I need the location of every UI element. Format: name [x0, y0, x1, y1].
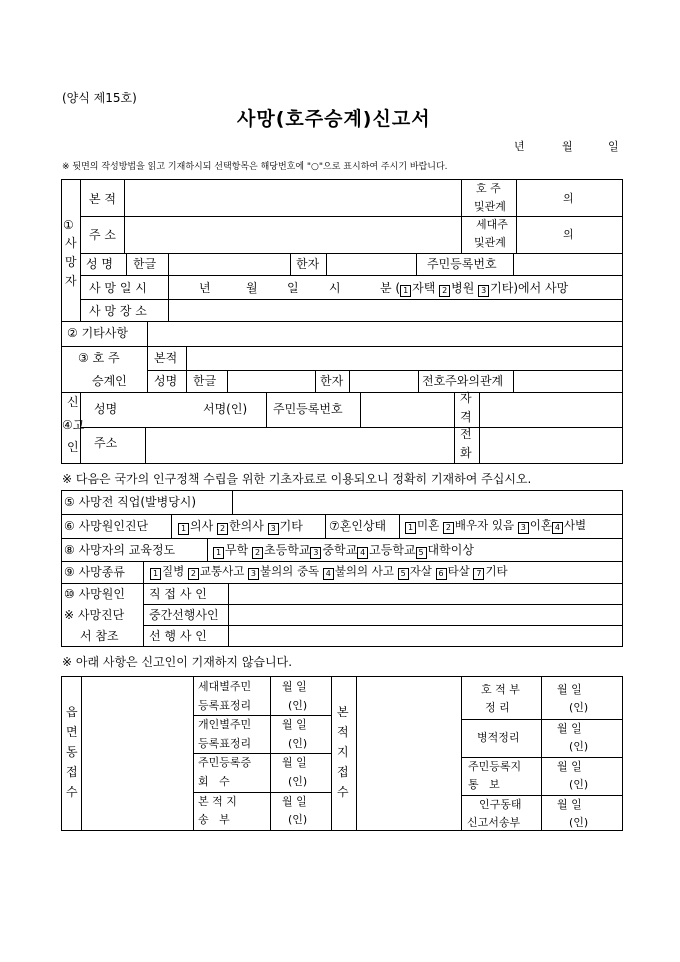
place-option-hospital: 병원	[451, 281, 475, 295]
option-number-box[interactable]: 5	[398, 568, 409, 580]
death-type-other: 기타	[485, 564, 508, 578]
table-line	[61, 392, 623, 393]
deceased-side-label: ①	[63, 218, 74, 232]
seal-label: (인)	[569, 740, 589, 753]
option-number-box[interactable]: 3	[310, 547, 321, 559]
reporter-phone-label: 전	[460, 427, 472, 441]
household-head-label: 및관계	[474, 236, 506, 249]
table-line	[232, 490, 233, 514]
seal-label: (인)	[288, 737, 308, 750]
date-day-label: 일	[608, 140, 619, 153]
form-number: (양식 제15호)	[62, 91, 137, 105]
death-type-traffic: 교통사고	[199, 564, 245, 578]
death-type-disease: 질병	[162, 564, 185, 578]
death-type-accident: 불의의 사고	[334, 564, 395, 578]
deceased-side-label: 사	[65, 236, 77, 250]
reporter-side-label: 신	[67, 395, 79, 409]
death-minute-unit: 분	[380, 281, 392, 295]
death-place-label: 사 망 장 소	[89, 304, 147, 318]
successor-hangul-label: 한글	[193, 374, 217, 388]
month-day-label: 월 일	[557, 722, 582, 735]
seal-label: (인)	[569, 701, 589, 714]
table-border	[61, 676, 623, 677]
table-line	[171, 514, 172, 538]
month-day-label: 월 일	[557, 683, 582, 696]
option-number-box[interactable]: 1	[405, 522, 416, 534]
table-line	[193, 753, 331, 754]
table-line	[461, 179, 462, 253]
table-border	[61, 490, 62, 647]
option-number-box[interactable]: 4	[357, 547, 368, 559]
table-line	[331, 676, 332, 831]
option-number-box[interactable]: 1	[150, 568, 161, 580]
table-border	[61, 676, 62, 831]
table-line	[126, 253, 127, 275]
month-day-label: 월 일	[282, 680, 307, 693]
month-day-label: 월 일	[557, 798, 582, 811]
successor-label: 승계인	[92, 374, 127, 388]
option-number-box[interactable]: 5	[416, 547, 427, 559]
table-border	[622, 490, 623, 647]
name-label: 성 명	[86, 257, 113, 271]
death-type-poisoning: 불의의 중독	[259, 564, 320, 578]
reporter-side-label: ④고	[62, 418, 85, 432]
death-datetime-label: 사 망 일 시	[89, 281, 147, 295]
table-line	[479, 392, 480, 463]
education-label: ⑧ 사망자의 교육정도	[64, 543, 176, 557]
cause-label: ⑩ 사망원인	[64, 587, 125, 601]
diagnoser-option-oriental-doctor: 한의사	[229, 519, 264, 533]
marital-options	[405, 520, 586, 534]
table-line	[349, 370, 350, 392]
local-item-label: 개인별주민	[198, 718, 252, 731]
death-year-unit: 년	[199, 281, 211, 295]
month-day-label: 월 일	[282, 718, 307, 731]
table-line	[80, 216, 623, 217]
local-item-label: 본 적 지	[198, 795, 237, 808]
table-line	[399, 514, 400, 538]
statistics-notice: ※ 다음은 국가의 인구정책 수립을 위한 기초자료로 이용되오니 정확히 기재하여 주십시오.	[62, 472, 532, 486]
table-line	[61, 538, 623, 539]
death-hour-unit: 시	[329, 281, 341, 295]
table-line	[143, 604, 623, 605]
table-line	[61, 583, 623, 584]
family-head-label: 및관계	[474, 200, 506, 213]
local-item-label: 송 부	[198, 813, 230, 826]
month-day-label: 월 일	[282, 795, 307, 808]
hanja-label: 한자	[296, 257, 320, 271]
table-line	[513, 253, 514, 275]
seal-label: (인)	[569, 778, 589, 791]
diagnoser-option-doctor: 의사	[190, 519, 214, 533]
registry-office-label: 지	[337, 745, 349, 759]
reporter-signature-label: 서명(인)	[203, 402, 248, 416]
reporter-name-label: 성명	[94, 402, 118, 416]
table-line	[80, 427, 623, 428]
table-line	[418, 370, 419, 392]
registry-office-label: 적	[337, 725, 349, 739]
table-border	[622, 676, 623, 831]
address-label: 주 소	[89, 228, 116, 242]
death-month-unit: 월	[246, 281, 258, 295]
registry-office-label: 본	[337, 705, 349, 719]
seal-label: (인)	[288, 813, 308, 826]
option-number-box[interactable]: 3	[518, 522, 529, 534]
registry-item-label: 병적정리	[477, 731, 520, 744]
successor-relation-label: 전호주와의관계	[422, 374, 504, 388]
month-day-label: 월 일	[557, 760, 582, 773]
cause-note: ※ 사망진단	[64, 608, 125, 622]
table-line	[80, 299, 623, 300]
table-line	[315, 370, 316, 392]
table-line	[193, 676, 194, 831]
table-line	[516, 179, 517, 253]
diagnoser-option-other: 기타	[279, 519, 303, 533]
local-item-label: 주민등록증	[198, 756, 252, 769]
option-number-box[interactable]: 3	[248, 568, 259, 580]
place-suffix: )에서 사망	[513, 281, 569, 295]
local-office-label: 수	[66, 785, 78, 799]
education-option-middle: 중학교	[322, 543, 358, 557]
reporter-resident-number-label: 주민등록번호	[273, 402, 343, 416]
table-line	[513, 370, 514, 392]
table-line	[541, 676, 542, 831]
table-line	[325, 514, 326, 538]
local-item-label: 세대별주민	[198, 680, 252, 693]
seal-label: (인)	[288, 699, 308, 712]
death-type-homicide: 타살	[447, 564, 470, 578]
cause-intermediate-label: 중간선행사인	[149, 608, 219, 622]
local-office-label: 면	[66, 725, 78, 739]
registry-office-label: 수	[337, 785, 349, 799]
option-number-box[interactable]: 2	[443, 522, 454, 534]
table-line	[80, 253, 623, 254]
seal-label: (인)	[569, 816, 589, 829]
death-type-suicide: 자살	[409, 564, 432, 578]
table-line	[81, 676, 82, 831]
paren-open: (	[395, 281, 401, 295]
death-type-label: ⑨ 사망종류	[64, 565, 125, 579]
option-number-box[interactable]: 6	[436, 568, 447, 580]
table-line	[416, 253, 417, 275]
family-head-relation: 의	[563, 192, 574, 205]
option-number-box[interactable]: 2	[439, 285, 450, 297]
death-type-options	[150, 566, 508, 580]
domicile-label: 본 적	[89, 192, 116, 206]
table-line	[147, 346, 148, 392]
option-number-box[interactable]: 1	[213, 547, 224, 559]
marital-option-widowed: 사별	[563, 518, 587, 532]
option-number-box[interactable]: 1	[178, 523, 189, 535]
table-line	[461, 757, 623, 758]
education-options	[213, 544, 474, 559]
registry-item-label: 통 보	[468, 778, 500, 791]
hangul-label: 한글	[133, 257, 157, 271]
table-line	[360, 392, 361, 427]
reporter-address-label: 주소	[94, 436, 118, 450]
table-border	[622, 179, 623, 464]
option-number-box[interactable]: 4	[323, 568, 334, 580]
marital-status-label: ⑦혼인상태	[329, 519, 387, 533]
table-line	[147, 321, 148, 346]
table-line	[61, 346, 623, 347]
table-line	[454, 392, 455, 463]
table-line	[61, 321, 623, 322]
table-border	[61, 179, 623, 180]
registry-item-label: 호 적 부	[481, 683, 520, 696]
diagnoser-label: ⑥ 사망원인진단	[64, 519, 149, 533]
table-line	[143, 625, 623, 626]
education-option-none: 무학	[225, 543, 249, 557]
other-matters-label: ② 기타사항	[67, 326, 128, 340]
table-line	[80, 179, 81, 321]
reporter-qualification-label: 격	[460, 410, 472, 424]
table-line	[461, 795, 623, 796]
table-line	[168, 253, 169, 321]
option-number-box[interactable]: 4	[552, 522, 563, 534]
local-item-label: 회 수	[198, 775, 230, 788]
education-option-high: 고등학교	[369, 543, 416, 557]
table-line	[143, 583, 144, 646]
table-border	[61, 646, 623, 647]
death-day-unit: 일	[287, 281, 299, 295]
registry-item-label: 신고서송부	[467, 816, 521, 829]
table-line	[145, 427, 146, 463]
household-head-label: 세대주	[476, 218, 508, 231]
education-option-college: 대학이상	[427, 543, 474, 557]
cause-note: 서 참조	[80, 629, 119, 643]
table-line	[186, 346, 187, 392]
registry-item-label: 정 리	[485, 701, 510, 714]
registry-item-label: 주민등록지	[468, 760, 522, 773]
table-line	[80, 275, 623, 276]
successor-domicile-label: 본적	[154, 351, 178, 365]
table-border	[61, 830, 623, 831]
table-line	[147, 370, 623, 371]
place-option-other: 기타	[490, 281, 514, 295]
local-office-label: 동	[66, 745, 78, 759]
table-border	[61, 490, 623, 491]
option-number-box[interactable]: 7	[473, 568, 484, 580]
table-line	[266, 392, 267, 427]
table-line	[207, 538, 208, 561]
month-day-label: 월 일	[282, 756, 307, 769]
successor-label: ③ 호 주	[78, 351, 120, 365]
local-office-label: 읍	[66, 705, 78, 719]
reporter-phone-label: 화	[460, 446, 472, 460]
death-place-options	[380, 282, 568, 297]
table-line	[193, 792, 331, 793]
instruction-notice: ※ 뒷면의 작성방법을 읽고 기재하시되 선택항목은 해당번호에 "○"으로 표시하여 주시기 바랍니다.	[62, 162, 448, 172]
cause-direct-label: 직 접 사 인	[149, 587, 207, 601]
registry-item-label: 인구동태	[479, 798, 522, 811]
marital-option-single: 미혼	[417, 518, 440, 532]
table-line	[326, 253, 327, 275]
option-number-box[interactable]: 3	[268, 523, 279, 535]
resident-number-label: 주민등록번호	[427, 257, 497, 271]
marital-option-divorced: 이혼	[529, 518, 552, 532]
table-line	[461, 676, 462, 831]
occupation-label: ⑤ 사망전 직업(발병당시)	[64, 495, 197, 509]
education-option-elementary: 초등학교	[264, 543, 311, 557]
option-number-box[interactable]: 2	[217, 523, 228, 535]
option-number-box[interactable]: 3	[478, 285, 489, 297]
cause-prior-label: 선 행 사 인	[149, 629, 207, 643]
household-head-relation: 의	[563, 228, 574, 241]
place-option-home: 자택	[412, 281, 436, 295]
marital-option-married: 배우자 있음	[454, 518, 515, 532]
local-office-label: 접	[66, 765, 78, 779]
office-use-notice: ※ 아래 사항은 신고인이 기재하지 않습니다.	[62, 655, 293, 669]
option-number-box[interactable]: 1	[400, 285, 411, 297]
table-line	[270, 676, 271, 831]
diagnoser-options	[178, 520, 303, 535]
reporter-side-label: 인	[67, 440, 79, 454]
local-item-label: 등록표정리	[198, 737, 252, 750]
reporter-qualification-label: 자	[460, 391, 472, 405]
local-item-label: 등록표정리	[198, 699, 252, 712]
table-line	[124, 179, 125, 253]
successor-hanja-label: 한자	[320, 374, 344, 388]
seal-label: (인)	[288, 775, 308, 788]
registry-office-label: 접	[337, 765, 349, 779]
table-line	[356, 676, 357, 831]
table-line	[143, 561, 144, 583]
deceased-side-label: 망	[65, 255, 77, 269]
table-line	[461, 719, 623, 720]
deceased-side-label: 자	[65, 274, 77, 288]
family-head-label: 호 주	[476, 182, 501, 195]
table-line	[227, 370, 228, 392]
date-month-label: 월	[562, 140, 573, 153]
table-line	[290, 253, 291, 275]
table-line	[61, 514, 623, 515]
table-border	[61, 463, 623, 464]
option-number-box[interactable]: 2	[188, 568, 199, 580]
table-line	[61, 561, 623, 562]
page-title: 사망(호주승계)신고서	[237, 108, 431, 130]
date-year-label: 년	[514, 140, 525, 153]
successor-name-label: 성명	[154, 374, 178, 388]
option-number-box[interactable]: 2	[252, 547, 263, 559]
table-line	[228, 583, 229, 646]
table-line	[193, 715, 331, 716]
